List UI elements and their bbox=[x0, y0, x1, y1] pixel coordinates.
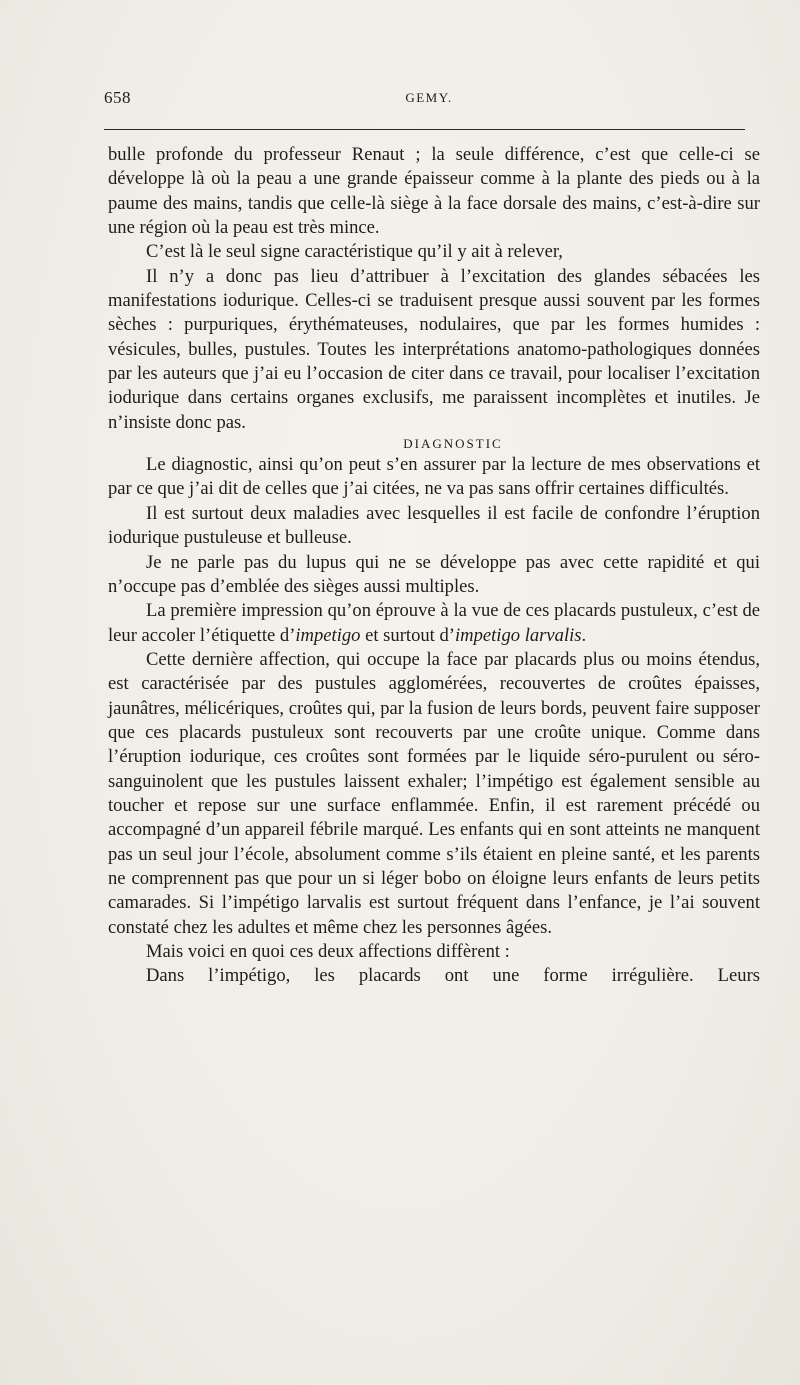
text-run: et surtout d’ bbox=[360, 624, 455, 646]
text-run: La première impression qu’on éprouve à la vue de ces placards pustuleux, c’est de leur accoler l’étiquette d’ bbox=[108, 600, 760, 646]
paragraph: C’est là le seul signe caractéristique qu’il y ait à relever, bbox=[146, 241, 563, 263]
page-header bbox=[104, 88, 754, 114]
paragraph-last: Dans l’impétigo, les placards ont une forme irrégulière. Leurs bbox=[146, 965, 760, 987]
paragraph: Il n’y a donc pas lieu d’attribuer à l’excitation des glandes sébacées les manifestations iodurique. Celles-ci se traduisent presque aussi souvent par les formes sèches : purpuriques, érythémateuses, nodulaires, que par les formes humides : vésicules, bulles, pustules. Toutes les interprétations anatomo-pathologiques données par les auteurs que j’ai eu l’occasion de citer dans ce travail, pour localiser l’excitation iodurique dans certains organes exclusifs, me paraissent incomplètes et inutiles. Je n’insiste donc pas. bbox=[108, 265, 760, 433]
header-rule bbox=[104, 129, 745, 130]
section-heading: DIAGNOSTIC bbox=[403, 436, 503, 452]
running-title: GEMY. bbox=[405, 90, 453, 105]
paragraph: Le diagnostic, ainsi qu’on peut s’en assurer par la lecture de mes observations et par ce que j’ai dit de celles que j’ai citées, ne va pas sans offrir certaines difficultés. bbox=[108, 454, 760, 500]
paragraph: Je ne parle pas du lupus qui ne se développe pas avec cette rapidité et qui n’occupe pas d’emblée des sièges aussi multiples. bbox=[108, 551, 760, 597]
text-run: . bbox=[581, 624, 587, 646]
paragraph: bulle profonde du professeur Renaut ; la seule différence, c’est que celle-ci se développe là où la peau a une grande épaisseur comme à la plante des pieds ou à la paume des mains, tandis que celle-là siège à la face dorsale des mains, c’est-à-dire sur une région où la peau est très mince. bbox=[108, 144, 760, 239]
paragraph: Il est surtout deux maladies avec lesquelles il est facile de confondre l’éruption iodurique pustuleuse et bulleuse. bbox=[108, 502, 760, 549]
paragraph-impetigo bbox=[108, 599, 760, 648]
italic-term: impetigo bbox=[295, 624, 361, 646]
paragraph: Mais voici en quoi ces deux affections diffèrent : bbox=[146, 941, 510, 962]
italic-term: impetigo larvalis bbox=[454, 624, 582, 646]
paragraph: Cette dernière affection, qui occupe la face par placards plus ou moins étendus, est caractérisée par des pustules agglomérées, recouvertes de croûtes épaisses, jaunâtres, mélicériques, croûtes qui, par la fusion de leurs bords, peuvent faire supposer que ces placards pustuleux sont recouverts par une croûte unique. Comme dans l’éruption iodurique, ces croûtes sont formées par le liquide séro-purulent ou séro-sanguinolent que les pustules laissent exhaler; l’impétigo est également sensible au toucher et repose sur une surface enflammée. Enfin, il est rarement précédé ou accompagné d’un appareil fébrile marqué. Les enfants qui en sont atteints ne manquent pas un seul jour l’école, absolument comme s’ils étaient en pleine santé, et les parents ne comprennent pas que pour un si léger bobo on éloigne leurs enfants de leurs petits camarades. Si l’impétigo larvalis est surtout fréquent dans l’enfance, je l’ai souvent constaté chez les adultes et même chez les personnes âgées. bbox=[108, 648, 760, 938]
body-text bbox=[108, 143, 760, 989]
page-number: 658 bbox=[104, 88, 131, 107]
